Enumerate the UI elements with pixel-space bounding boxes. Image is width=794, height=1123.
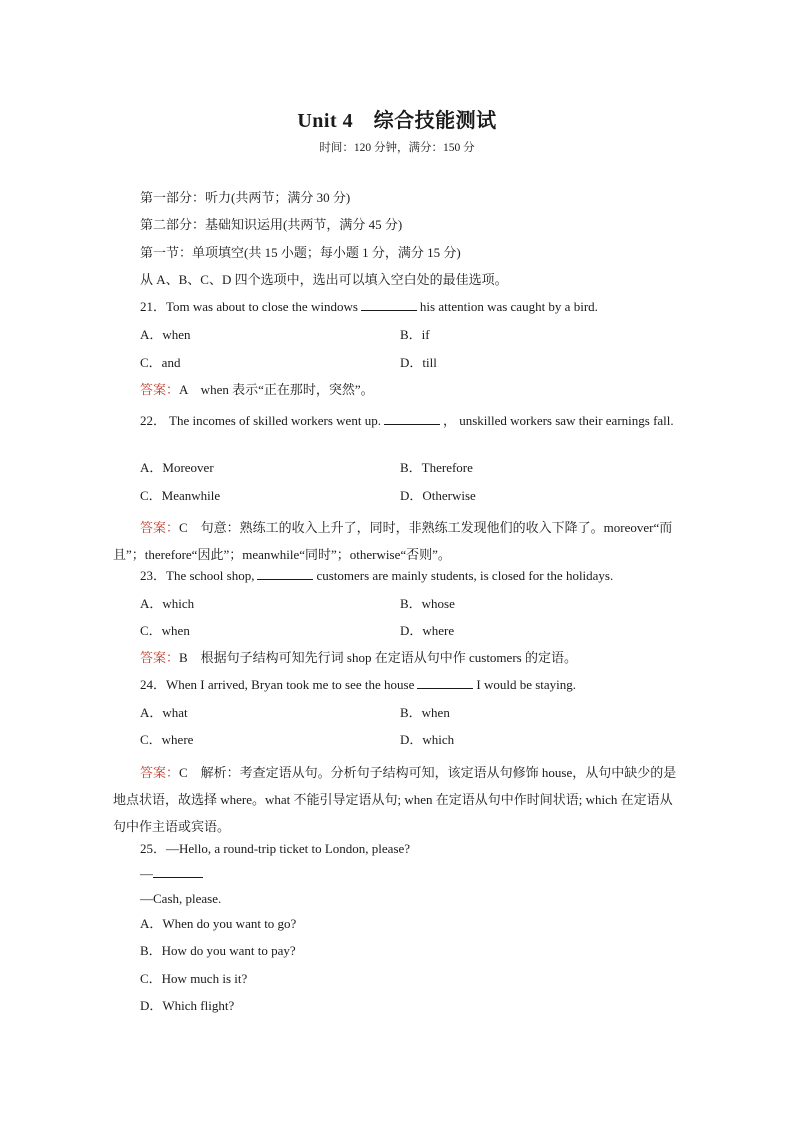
- answer-blank: [361, 300, 417, 311]
- instruction: 从 A、B、C、D 四个选项中，选出可以填入空白处的最佳选项。: [140, 272, 508, 287]
- q24-option-c: C．where: [140, 732, 194, 747]
- q25-reply: —Cash, please.: [140, 891, 222, 906]
- page-subtitle: 时间：120 分钟，满分：150 分: [319, 142, 475, 154]
- answer-blank: [384, 414, 440, 425]
- page-title: Unit 4 综合技能测试: [297, 110, 497, 132]
- q22-option-d: D．Otherwise: [400, 488, 476, 503]
- question-22-stem: 22． The incomes of skilled workers went up. ， unskilled workers saw their earnings fall.: [140, 413, 674, 428]
- q25-option-a: A．When do you want to go?: [140, 916, 297, 931]
- answer-label: 答案：: [140, 650, 180, 665]
- question-25-stem: 25．—Hello, a round-trip ticket to London, please?: [140, 841, 411, 856]
- q22-option-c: C．Meanwhile: [140, 488, 221, 503]
- q21-option-c: C．and: [140, 355, 181, 370]
- q23-answer: 答案：B 根据句子结构可知先行词 shop 在定语从句中作 customers 的定语。: [140, 650, 577, 665]
- q25-option-c: C．How much is it?: [140, 971, 248, 986]
- answer-blank: [257, 569, 313, 580]
- answer-blank: [417, 678, 473, 689]
- q22-option-a: A．Moreover: [140, 460, 214, 475]
- q23-option-a: A．which: [140, 596, 195, 611]
- q23-option-d: D．where: [400, 623, 455, 638]
- q21-option-b: B．if: [400, 327, 430, 342]
- part2-heading: 第二部分：基础知识运用(共两节，满分 45 分): [140, 217, 403, 232]
- q24-answer: 答案：C 解析：考查定语从句。分析句子结构可知，该定语从句修饰 house，从句中缺少的是地点状语，故选择 where。what 不能引导定语从句; when 在定语从句中作时间状语; which 在定语从句中作主语或宾语。: [113, 765, 677, 834]
- q21-option-a: A．when: [140, 327, 191, 342]
- answer-label: 答案：: [140, 765, 180, 780]
- q23-option-b: B．whose: [400, 596, 455, 611]
- q21-option-d: D．till: [400, 355, 437, 370]
- part1-heading: 第一部分：听力(共两节；满分 30 分): [140, 190, 351, 205]
- q24-option-b: B．when: [400, 705, 450, 720]
- section1-heading: 第一节：单项填空(共 15 小题；每小题 1 分，满分 15 分): [140, 245, 461, 260]
- q21-answer: 答案：A when 表示“正在那时，突然”。: [140, 382, 374, 397]
- answer-label: 答案：: [140, 382, 180, 397]
- question-24-stem: 24．When I arrived, Bryan took me to see the house I would be staying.: [140, 677, 577, 692]
- answer-label: 答案：: [140, 520, 180, 535]
- q23-option-c: C．when: [140, 623, 190, 638]
- question-23-stem: 23．The school shop, customers are mainly students, is closed for the holidays.: [140, 568, 614, 583]
- question-21-stem: 21．Tom was about to close the windows his attention was caught by a bird.: [140, 299, 598, 314]
- q25-option-b: B．How do you want to pay?: [140, 943, 296, 958]
- q25-reply-blank: —: [140, 866, 206, 882]
- q25-option-d: D．Which flight?: [140, 998, 235, 1013]
- q24-option-a: A．what: [140, 705, 188, 720]
- q22-answer: 答案：C 句意：熟练工的收入上升了，同时，非熟练工发现他们的收入下降了。moreover“而且”；therefore“因此”；meanwhile“同时”；otherwise“否则”。: [113, 520, 673, 562]
- q22-option-b: B．Therefore: [400, 460, 473, 475]
- answer-blank: [153, 867, 203, 878]
- q24-option-d: D．which: [400, 732, 455, 747]
